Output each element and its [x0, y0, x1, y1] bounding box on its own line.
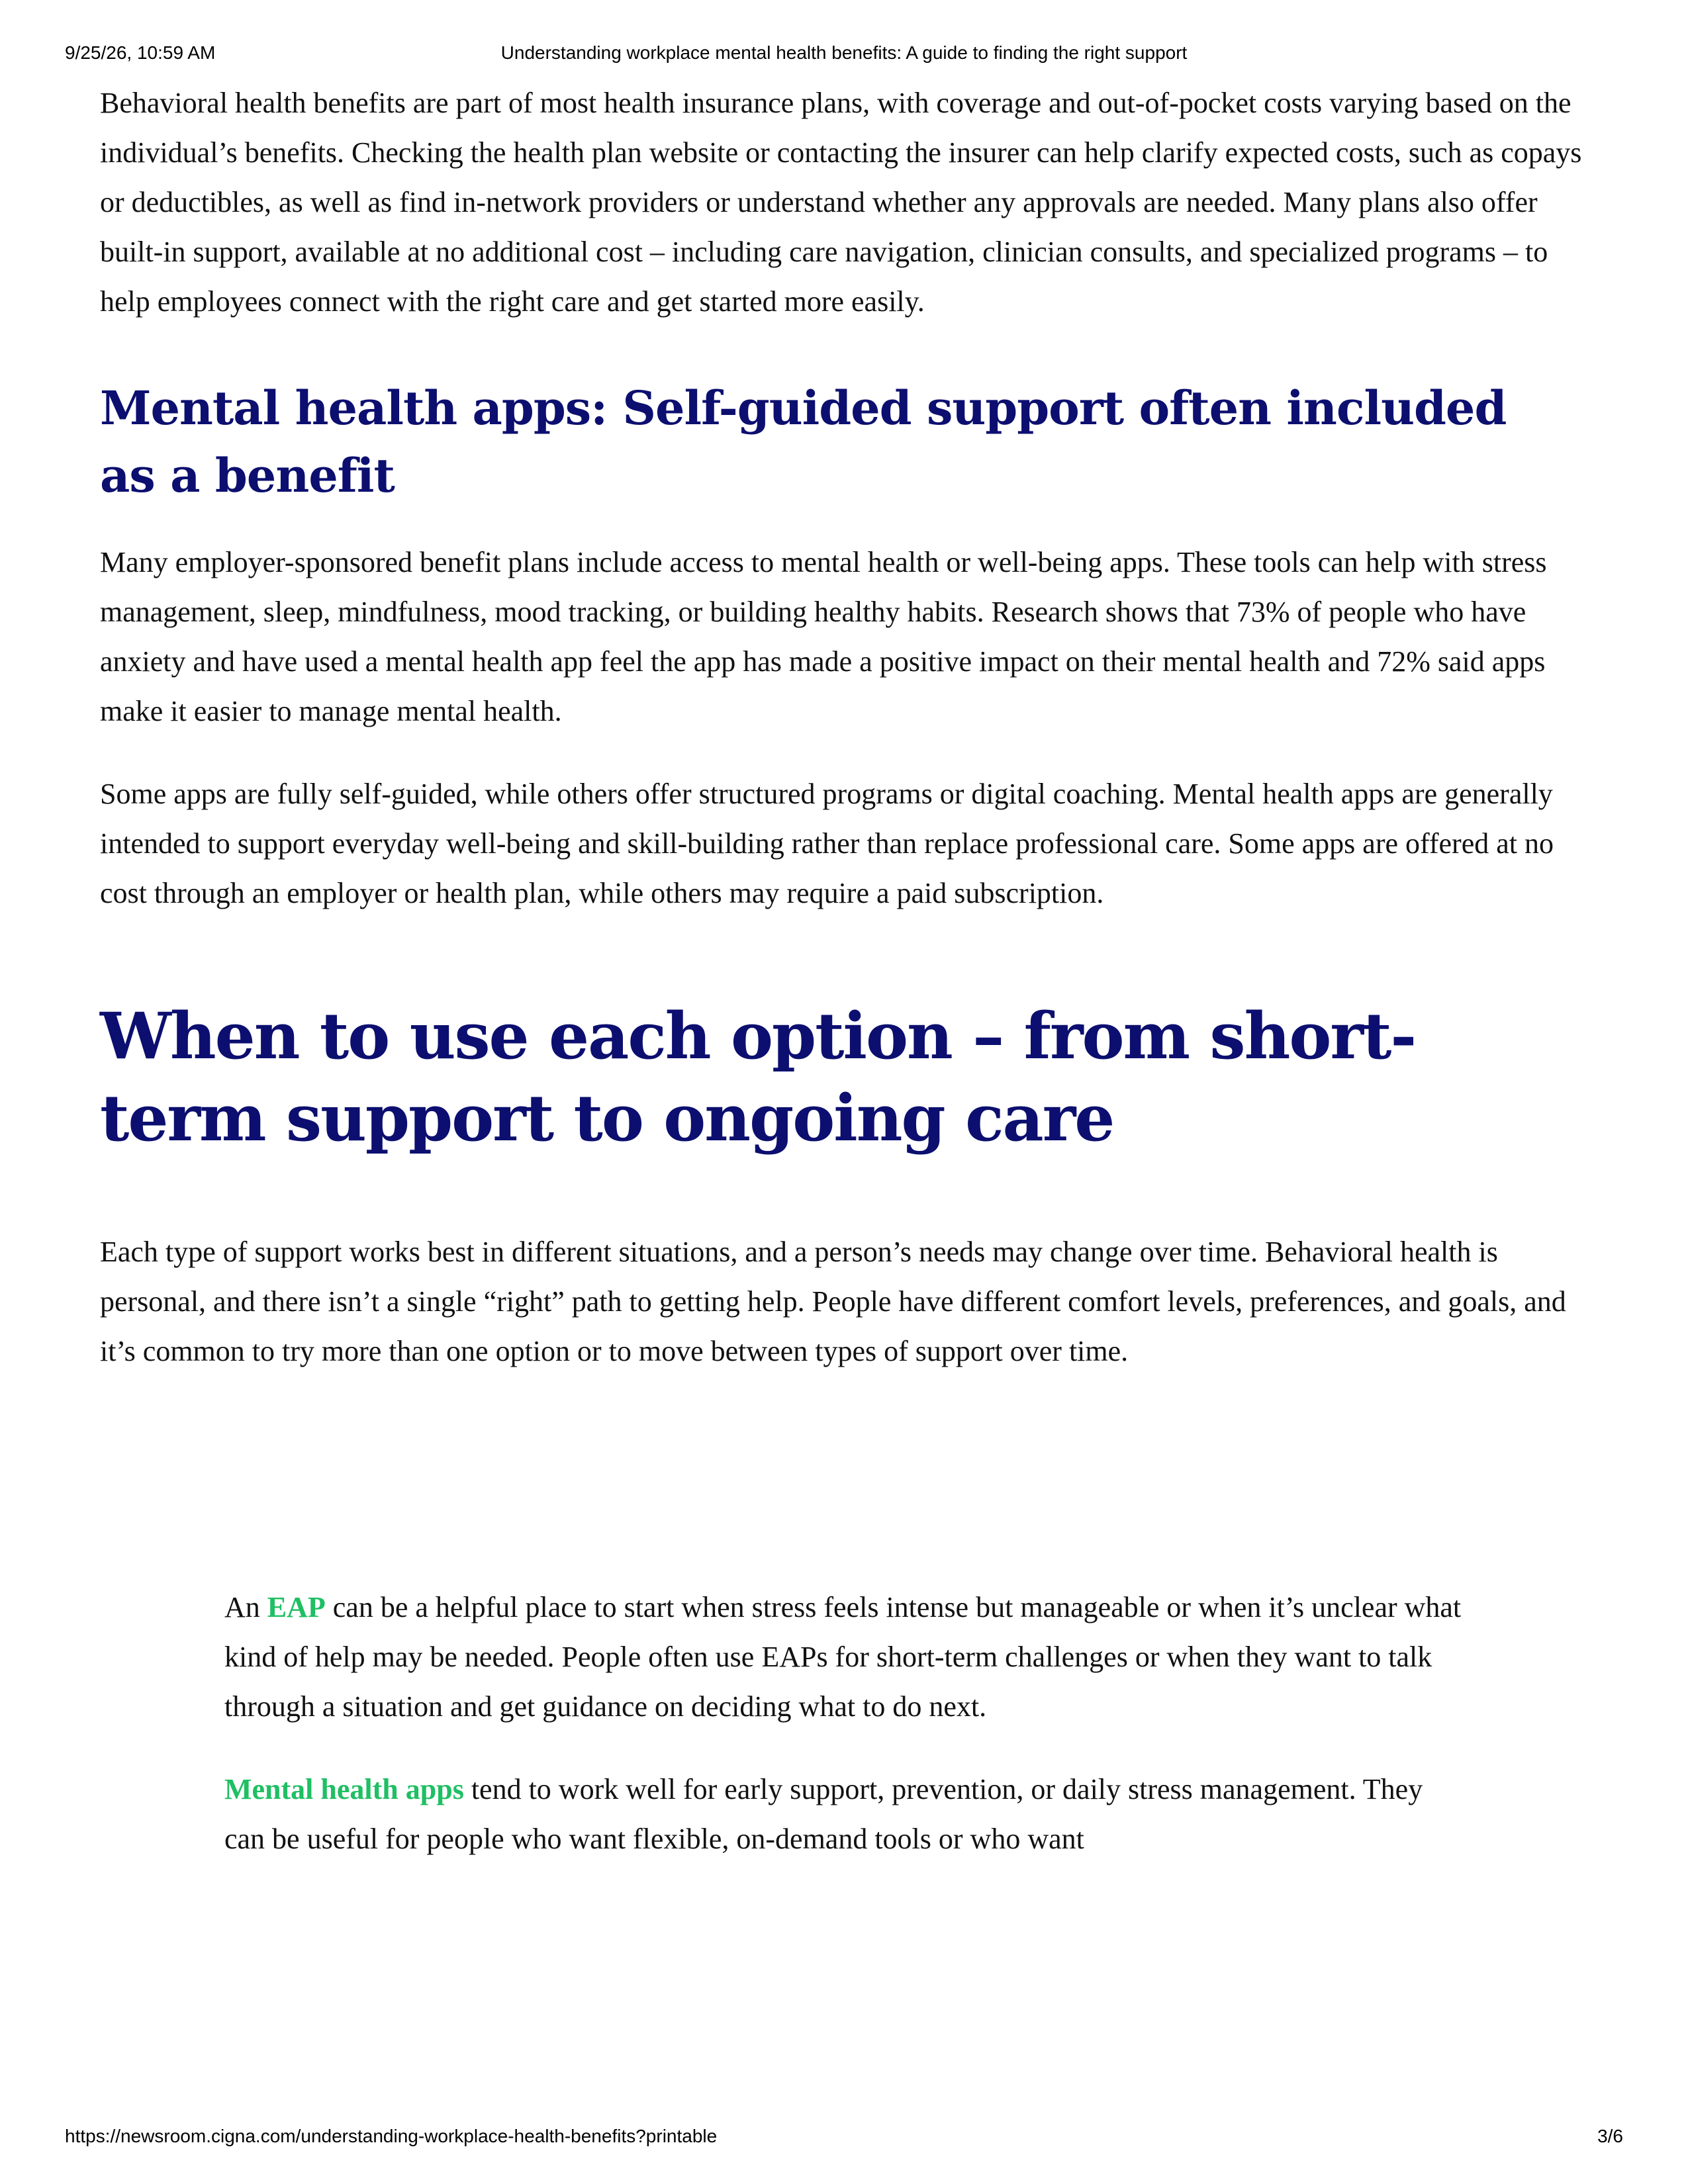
- article-content: [100, 78, 1589, 1864]
- apps-paragraph-1: Many employer-sponsored benefit plans include access to mental health or well-being apps. These tools can help with stress management, sleep, mindfulness, mood tracking, or building healthy habits. Research shows that 73% of people who have anxiety and have used a mental health app feel the app has made a positive impact on their mental health and 72% said apps make it easier to manage mental health.: [100, 546, 1547, 727]
- options-heading: When to use each option – from short-term support to ongoing care: [100, 999, 1416, 1156]
- print-url: https://newsroom.cigna.com/understanding-workplace-health-benefits?printable: [65, 2126, 718, 2146]
- apps-heading: Mental health apps: Self-guided support often included as a benefit: [100, 381, 1507, 503]
- eap-text: can be a helpful place to start when stress feels intense but manageable or when it’s unclear what kind of help may be needed. People often use EAPs for short-term challenges or when they want to talk through a situation and get guidance on deciding what to do next.: [224, 1591, 1462, 1723]
- options-paragraph: Each type of support works best in different situations, and a person’s needs may change over time. Behavioral health is personal, and there isn’t a single “right” path to getting help. People have different comfort levels, preferences, and goals, and it’s common to try more than one option or to move between types of support over time.: [100, 1236, 1566, 1367]
- print-page-title: Understanding workplace mental health benefits: A guide to finding the right support: [500, 42, 1188, 63]
- apps-summary-paragraph: [224, 1764, 1469, 1864]
- print-datetime: 9/25/26, 10:59 AM: [65, 42, 216, 63]
- print-header: [0, 42, 1688, 69]
- apps-paragraph-2: Some apps are fully self-guided, while others offer structured programs or digital coaching. Mental health apps are generally intended to support everyday well-being and skill-building rather than replace professional care. Some apps are offered at no cost through an employer or health plan, while others may require a paid subscription.: [100, 778, 1554, 909]
- print-footer: [0, 2126, 1688, 2152]
- eap-highlight: EAP: [267, 1591, 326, 1623]
- apps-summary-text: tend to work well for early support, prevention, or daily stress management. They can be useful for people who want flexible, on-demand tools or who want: [224, 1773, 1423, 1855]
- page-number: 3/6: [1597, 2126, 1623, 2146]
- apps-highlight: Mental health apps: [224, 1773, 464, 1805]
- eap-paragraph: [224, 1582, 1469, 1731]
- eap-prefix: An: [224, 1591, 267, 1623]
- intro-paragraph: Behavioral health benefits are part of most health insurance plans, with coverage and out-of-pocket costs varying based on the individual’s benefits. Checking the health plan website or contacting the insurer can help clarify expected costs, such as copays or deductibles, as well as find in-network providers or understand whether any approvals are needed. Many plans also offer built-in support, available at no additional cost – including care navigation, clinician consults, and specialized programs – to help employees connect with the right care and get started more easily.: [100, 87, 1582, 318]
